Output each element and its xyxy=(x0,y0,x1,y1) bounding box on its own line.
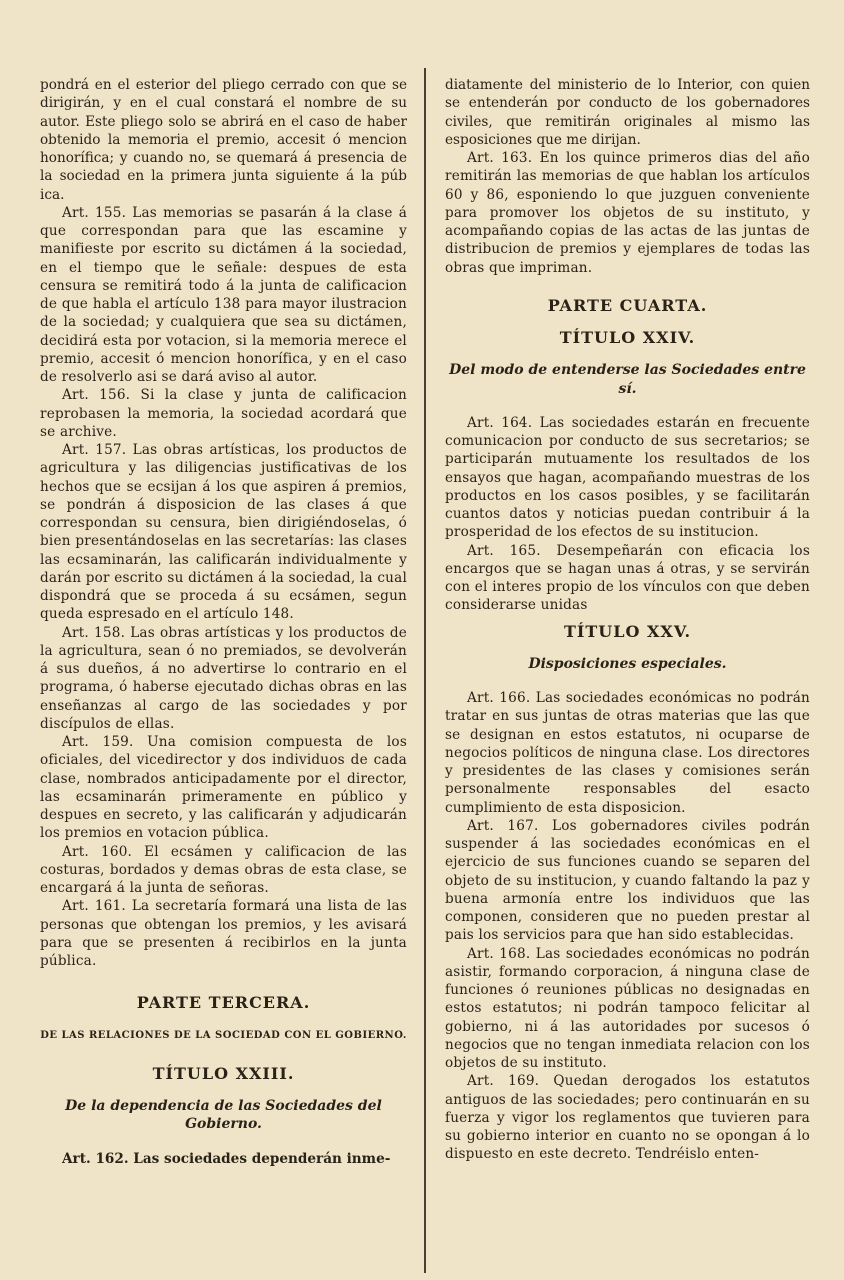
article-paragraph: Art. 160. El ecsámen y calificacion de las costuras, bordados y demas obras de esta clase, se encargará á la junta de señoras. xyxy=(40,843,407,896)
title-heading: TÍTULO XXIII. xyxy=(152,1063,295,1083)
article-paragraph: Art. 159. Una comision compuesta de los oficiales, del vicedirector y dos individuos de cada clase, nombrados anticipadamente por el director, las ecsaminarán primeramente en público y despues en secreto, y las calificarán y adjudicarán los premios en votacion pública. xyxy=(40,734,407,842)
article-paragraph: Art. 156. Si la clase y junta de calificacion reprobasen la memoria, la sociedad acordará que se archive. xyxy=(40,387,407,440)
continuation-paragraph: pondrá en el esterior del pliego cerrado con que se dirigirán, y en el cual constará el nombre de su autor. Este pliego solo se abrirá en el caso de haber obtenido la memoria el premio, accesit ó mencion honorífica; y cuando no, se quemará á presencia de la sociedad en la primera junta siguiente á la púb ica. xyxy=(40,77,407,203)
part-heading: PARTE CUARTA. xyxy=(547,295,708,315)
article-paragraph: Art. 166. Las sociedades económicas no podrán tratar en sus juntas de otras materias que las que se designan en estos estatutos, ni ocuparse de negocios políticos de ninguna clase. Los directores y presidentes de las clases y comisiones serán personalmente responsables del esacto cumplimiento de esta disposicion. xyxy=(445,690,810,816)
article-paragraph: Art. 165. Desempeñarán con eficacia los encargos que se hagan unas á otras, y se servirán con el interes propio de los vínculos con que deben considerarse unidas xyxy=(445,542,810,614)
right-column xyxy=(445,76,810,1164)
article-paragraph: Art. 168. Las sociedades económicas no podrán asistir, formando corporacion, á ninguna clase de funciones ó reuniones públicas no designadas en estos estatutos; ni podrán tampoco felicitar al gobierno, ni á las autoridades por sucesos ó negocios que no tengan inmediata relacion con los objetos de su instituto. xyxy=(445,945,810,1071)
title-subtitle: Disposiciones especiales. xyxy=(528,655,727,672)
part-subheading: DE LAS RELACIONES DE LA SOCIEDAD CON EL GOBIERNO. xyxy=(40,1029,407,1041)
column-divider xyxy=(424,68,426,1273)
title-subtitle: De la dependencia de las Sociedades del Gobierno. xyxy=(65,1098,382,1133)
part-heading: PARTE TERCERA. xyxy=(136,993,311,1013)
continuation-paragraph: diatamente del ministerio de lo Interior, con quien se entenderán por conducto de los gobernadores civiles, que remitirán originales al mismo las esposiciones que me dirijan. xyxy=(445,77,810,148)
article-paragraph: Art. 162. Las sociedades dependerán inme- xyxy=(62,1150,391,1167)
title-heading: TÍTULO XXIV. xyxy=(559,328,696,347)
article-paragraph: Art. 164. Las sociedades estarán en frecuente comunicacion por conducto de sus secretarios; se participarán mutuamente los resultados de los ensayos que hagan, acompañando muestras de los productos en los casos posibles, y se facilitarán cuantos datos y noticias puedan contribuir á la prosperidad de los efectos de su institucion. xyxy=(445,414,810,541)
article-paragraph: Art. 169. Quedan derogados los estatutos antiguos de las sociedades; pero continuarán en su fuerza y vigor los reglamentos que tuvieren para su gobierno interior en cuanto no se opongan á lo dispuesto en este decreto. Tendréislo enten- xyxy=(445,1073,810,1163)
title-heading: TÍTULO XXV. xyxy=(563,621,692,641)
left-column xyxy=(40,76,407,1168)
article-paragraph: Art. 158. Las obras artísticas y los productos de la agricultura, sean ó no premiados, se devolverán á sus dueños, á no advertirse lo contrario en el programa, ó haberse ejecutado dichas obras en las enseñanzas al cargo de las sociedades y por discípulos de ellas. xyxy=(40,624,407,732)
article-paragraph: Art. 155. Las memorias se pasarán á la clase á que correspondan para que las escamine y manifieste por escrito su dictámen á la sociedad, en el tiempo que le señale: despues de esta censura se remitirá todo á la junta de calificacion de que habla el artículo 138 para mayor ilustracion de la sociedad; y cualquiera que sea su dictámen, decidirá esta por votacion, si la memoria merece el premio, accesit ó mencion honorífica, y en el caso de resolverlo asi se dará aviso al autor. xyxy=(40,204,407,385)
article-paragraph: Art. 157. Las obras artísticas, los productos de agricultura y las diligencias justificativas de los hechos que se ecsijan á los que aspiren á premios, se pondrán á disposicion de las clases á que correspondan su censura, bien dirigiéndoselas, ó bien presentándoselas en las secretarías: las clases las ecsaminarán, las calificarán individualmente y darán por escrito su dictámen á la sociedad, la cual dispondrá que se proceda á su ecsámen, segun queda espresado en el artículo 148. xyxy=(40,442,407,623)
article-paragraph: Art. 161. La secretaría formará una lista de las personas que obtengan los premios, y les avisará para que se presenten á recibirlos en la junta pública. xyxy=(40,898,407,969)
article-paragraph: Art. 167. Los gobernadores civiles podrán suspender á las sociedades económicas en el ejercicio de sus funciones cuando se separen del objeto de su institucion, y cuando faltando la paz y buena armonía entre los individuos que las componen, consideren que no pueden prestar al pais los servicios para que han sido establecidas. xyxy=(445,817,810,944)
article-paragraph: Art. 163. En los quince primeros dias del año remitirán las memorias de que hablan los artículos 60 y 86, esponiendo lo que juzguen conveniente para promover los objetos de su instituto, y acompañando copias de las actas de las juntas de distribucion de premios y ejemplares de todas las obras que impriman. xyxy=(445,150,810,276)
title-subtitle: Del modo de entenderse las Sociedades entre sí. xyxy=(449,362,806,397)
